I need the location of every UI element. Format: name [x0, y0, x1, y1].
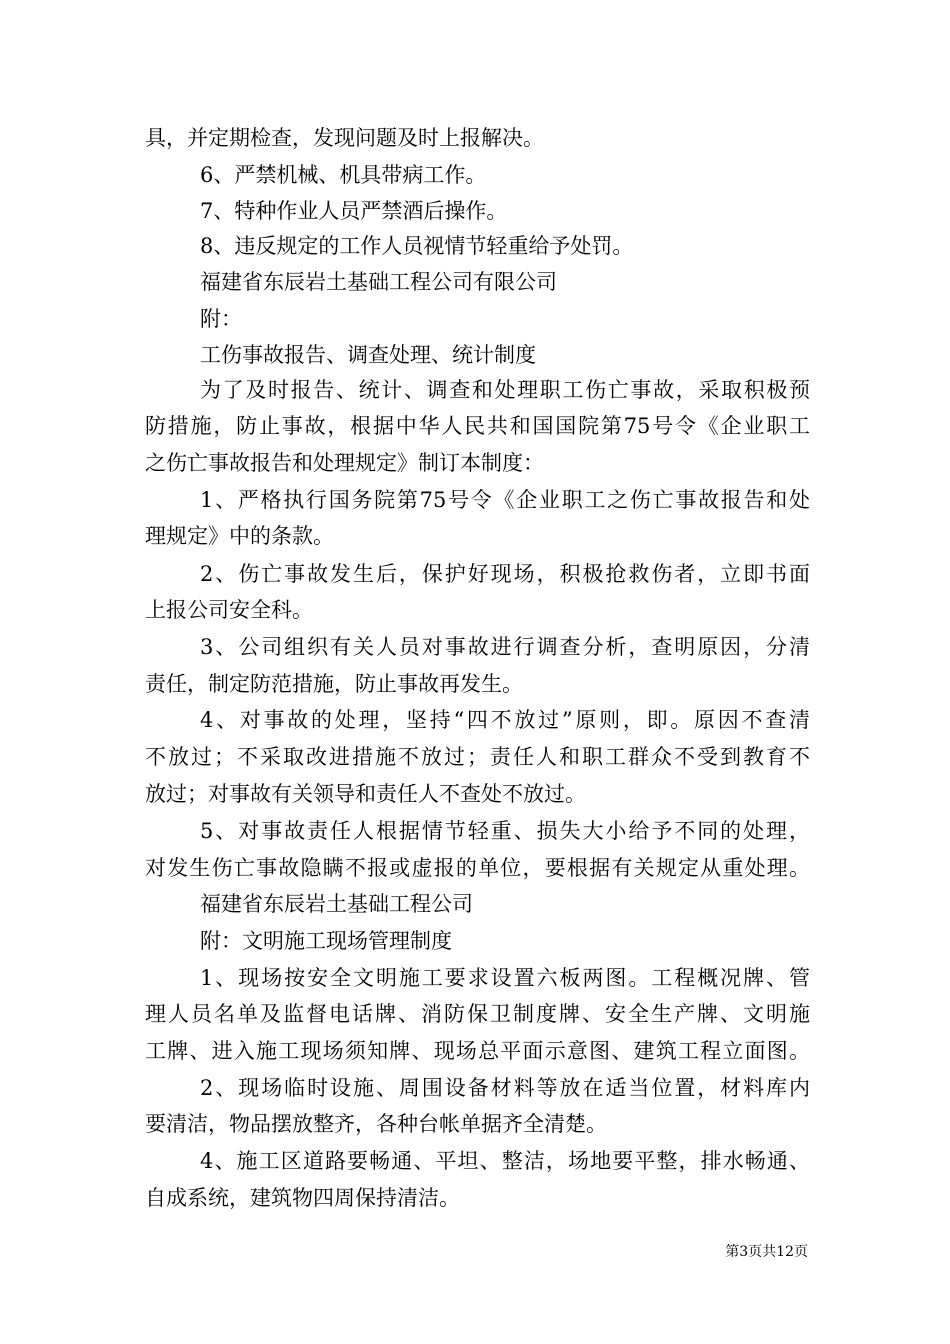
text-line-10: 之伤亡事故报告和处理规定》制订本制度： — [145, 451, 544, 475]
text-line-24: 1、现场按安全文明施工要求设置六板两图。工程概况牌、管 — [200, 966, 810, 990]
company-name-2: 福建省东辰岩土基础工程公司 — [200, 892, 473, 916]
attachment-label-1: 附： — [200, 307, 242, 331]
text-line-18: 不放过；不采取改进措施不放过；责任人和职工群众不受到教育不 — [145, 745, 810, 769]
text-line-26: 工牌、进入施工现场须知牌、现场总平面示意图、建筑工程立面图。 — [145, 1039, 810, 1063]
text-line-1: 具，并定期检查，发现问题及时上报解决。 — [145, 126, 544, 150]
text-line-28: 要清洁，物品摆放整齐，各种台帐单据齐全清楚。 — [145, 1112, 607, 1136]
text-line-2: 6、严禁机械、机具带病工作。 — [200, 163, 487, 187]
text-line-17: 4、对事故的处理，坚持“四不放过”原则，即。原因不查清 — [200, 708, 810, 732]
text-line-30: 自成系统，建筑物四周保持清洁。 — [145, 1186, 460, 1210]
company-name-1: 福建省东辰岩土基础工程公司有限公司 — [200, 270, 557, 294]
text-line-11: 1、严格执行国务院第75号令《企业职工之伤亡事故报告和处 — [200, 488, 810, 512]
text-line-16: 责任，制定防范措施，防止事故再发生。 — [145, 672, 523, 696]
text-line-8: 为了及时报告、统计、调查和处理职工伤亡事故，采取积极预 — [200, 378, 810, 402]
text-line-27: 2、现场临时设施、周围设备材料等放在适当位置，材料库内 — [200, 1076, 810, 1100]
text-line-29: 4、施工区道路要畅通、平坦、整洁，场地要平整，排水畅通、 — [200, 1149, 810, 1173]
text-line-20: 5、对事故责任人根据情节轻重、损失大小给予不同的处理， — [200, 819, 810, 843]
text-line-12: 理规定》中的条款。 — [145, 524, 334, 548]
text-line-14: 上报公司安全科。 — [145, 598, 313, 622]
text-line-4: 8、违反规定的工作人员视情节轻重给予处罚。 — [200, 234, 634, 258]
text-line-9: 防措施，防止事故，根据中华人民共和国国院第75号令《企业职工 — [145, 414, 810, 438]
text-line-3: 7、特种作业人员严禁酒后操作。 — [200, 199, 508, 223]
text-line-13: 2、伤亡事故发生后，保护好现场，积极抢救伤者，立即书面 — [200, 562, 810, 586]
text-line-19: 放过；对事故有关领导和责任人不查处不放过。 — [145, 782, 586, 806]
text-line-25: 理人员名单及监督电话牌、消防保卫制度牌、安全生产牌、文明施 — [145, 1002, 810, 1026]
page-number-footer: 第3页共12页 — [725, 1244, 808, 1260]
text-line-15: 3、公司组织有关人员对事故进行调查分析，查明原因，分清 — [200, 635, 810, 659]
section-title-injury-report: 工伤事故报告、调查处理、统计制度 — [200, 343, 536, 367]
section-title-civilized-construction: 附：文明施工现场管理制度 — [200, 929, 452, 953]
text-line-21: 对发生伤亡事故隐瞒不报或虚报的单位，要根据有关规定从重处理。 — [145, 856, 810, 880]
